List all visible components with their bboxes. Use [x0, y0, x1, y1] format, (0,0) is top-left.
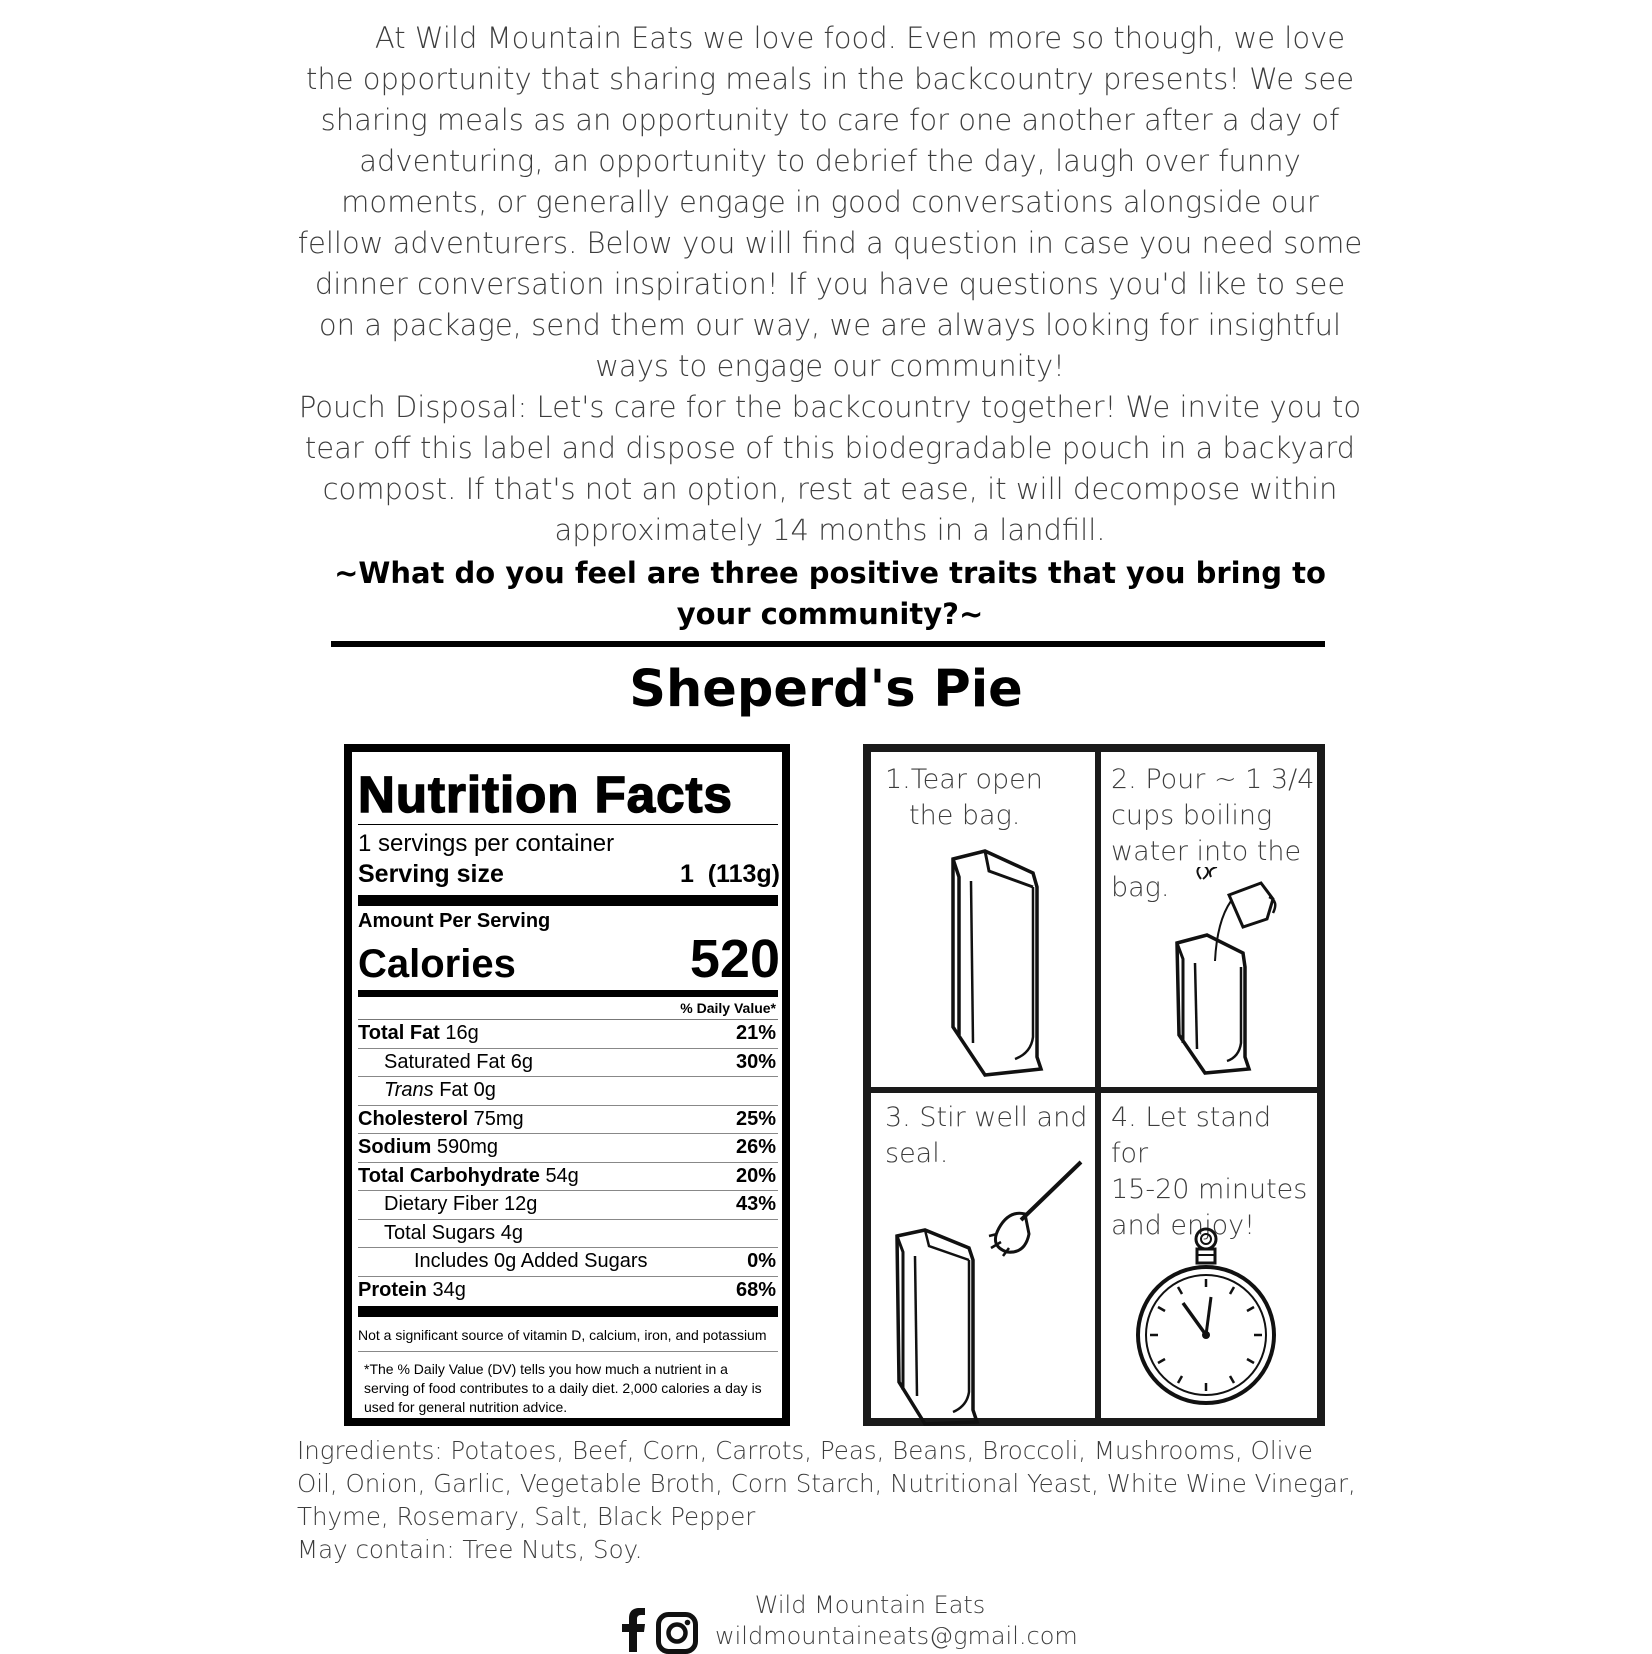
nutrient-row: [358, 1134, 778, 1163]
nutrient-row: [358, 1163, 778, 1192]
nutrient-amount: 4g: [500, 1221, 523, 1244]
divider: [358, 990, 778, 997]
step-text: bag.: [1111, 872, 1170, 903]
amount-per-serving: Amount Per Serving: [358, 910, 551, 932]
step-text: cups boiling: [1111, 800, 1273, 831]
divider: [358, 824, 778, 825]
nutrient-percent: 25%: [735, 1107, 776, 1130]
nutrient-row: [358, 1049, 778, 1078]
nutrient-percent: 43%: [735, 1193, 776, 1215]
conversation-question: ~What do you feel are three positive traits that you bring to your community?~: [334, 556, 1326, 631]
step-text: 15-20 minutes: [1111, 1174, 1308, 1205]
serving-size-label: Serving size: [358, 860, 504, 888]
pouch-icon: [891, 1226, 991, 1426]
ingredients-section: [297, 1434, 1357, 1566]
step-text: 2. Pour ~ 1 3/4: [1111, 764, 1315, 795]
vitamin-footnote: Not a significant source of vitamin D, calcium, iron, and potassium: [358, 1317, 778, 1352]
step-text: 3. Stir well and: [885, 1102, 1088, 1133]
nutrient-percent: 21%: [735, 1022, 776, 1044]
facebook-icon[interactable]: [620, 1608, 646, 1652]
nutrient-row: [358, 1077, 778, 1106]
step-text: and enjoy!: [1111, 1210, 1255, 1241]
nutrient-amount: 0g: [473, 1079, 496, 1101]
nutrition-heading: Nutrition Facts: [358, 766, 733, 823]
nutrient-label: Total Fat: [358, 1022, 440, 1044]
nutrient-row: [358, 1277, 778, 1305]
stopwatch-icon: [1131, 1225, 1281, 1420]
nutrient-label: Total Carbohydrate: [358, 1164, 540, 1187]
step-text: 4. Let stand for: [1111, 1102, 1272, 1169]
nutrient-percent: [776, 1220, 778, 1248]
serving-size-value: 1 (113g): [679, 860, 780, 888]
step-text: seal.: [885, 1138, 949, 1169]
nutrient-percent: 0%: [747, 1250, 776, 1272]
instagram-icon[interactable]: [656, 1612, 698, 1654]
brand-contact: [715, 1590, 1078, 1652]
nutrient-amount: 16g: [445, 1022, 479, 1044]
nutrient-percent: 26%: [735, 1136, 776, 1158]
calories-label: Calories: [358, 942, 516, 986]
step-3: [885, 1100, 1090, 1420]
nutrient-label: Protein: [358, 1278, 427, 1301]
nutrient-row: [358, 1106, 778, 1135]
nutrient-amount: 75mg: [473, 1107, 524, 1130]
divider: [871, 1087, 1317, 1093]
nutrient-amount: 590mg: [436, 1136, 499, 1158]
nutrient-percent: 20%: [735, 1164, 776, 1187]
intro-paragraph: At Wild Mountain Eats we love food. Even more so though, we love the opportunity that sharing meals in the backcountry presents! We see sharing meals as an opportunity to care for one another after a day of adventuring, an opportunity to debrief the day, laugh over funny moments, or generally engage in good conversations alongside our fellow adventurers. Below you will find a question in case you need some dinner conversation inspiration! If you have questions you'd like to see on a package, send them our way, we are always looking for insightful ways to engage our community!: [297, 21, 1363, 383]
pour-water-icon: [1171, 867, 1281, 1077]
divider: [358, 895, 778, 906]
calories-value: 520: [689, 929, 780, 989]
nutrient-label: Total Sugars: [384, 1221, 496, 1244]
nutrient-amount: 34g: [432, 1278, 466, 1301]
divider: [358, 1306, 778, 1317]
ingredients-list: Ingredients: Potatoes, Beef, Corn, Carrots, Peas, Beans, Broccoli, Mushrooms, Olive Oil, Onion, Garlic, Vegetable Broth, Corn Starch, Nutritional Yeast, White Wine Vinegar, Thyme, Rosemary, Salt, Black Pepper: [297, 1436, 1356, 1531]
nutrient-label: Includes 0g Added Sugars: [414, 1250, 648, 1272]
nutrient-label: Dietary Fiber: [384, 1193, 499, 1215]
nutrient-amount: 54g: [545, 1164, 579, 1187]
footer: [0, 1590, 1652, 1652]
nutrient-percent: [776, 1077, 778, 1105]
nutrient-row: [358, 1220, 778, 1249]
nutrient-percent: 68%: [735, 1278, 776, 1301]
step-text: 1.Tear open: [885, 764, 1043, 795]
step-text: water into the: [1111, 836, 1302, 867]
daily-value-header: % Daily Value*: [358, 997, 778, 1020]
pouch-disposal-paragraph: Pouch Disposal: Let's care for the backcountry together! We invite you to tear off this label and dispose of this biodegradable pouch in a backyard compost. If that's not an option, rest at ease, it will decompose within approximately 14 months in a landfill.: [298, 390, 1362, 547]
nutrient-label: Cholesterol: [358, 1107, 469, 1130]
nutrient-label: Trans: [384, 1079, 434, 1101]
serving-size-row: [358, 859, 782, 889]
preparation-steps: [863, 744, 1325, 1426]
calories-row: [358, 929, 782, 989]
step-text: the bag.: [909, 800, 1021, 831]
intro-text: [295, 18, 1365, 551]
step-1: [885, 762, 1090, 1082]
allergen-warning: May contain: Tree Nuts, Soy.: [297, 1535, 643, 1564]
spork-icon: [985, 1158, 1085, 1258]
brand-name: Wild Mountain Eats: [754, 1591, 986, 1619]
servings-per-container: 1 servings per container: [358, 830, 615, 857]
product-title: Sheperd's Pie: [629, 660, 1023, 719]
daily-value-footnote: *The % Daily Value (DV) tells you how much a nutrient in a serving of food contributes to a daily diet. 2,000 calories a day is used for general nutrition advice.: [364, 1361, 762, 1415]
nutrient-label: Sodium: [358, 1136, 432, 1158]
nutrient-percent: 30%: [735, 1050, 776, 1073]
divider: [331, 641, 1325, 647]
contact-email[interactable]: wildmountaineats@gmail.com: [715, 1622, 1078, 1650]
nutrient-row: [358, 1020, 778, 1049]
step-2: [1111, 762, 1316, 1082]
nutrition-facts-panel: [344, 744, 790, 1426]
nutrient-label-suffix: Fat: [439, 1079, 469, 1101]
step-4: [1111, 1100, 1316, 1420]
nutrient-amount: 6g: [510, 1050, 533, 1073]
nutrient-amount: 12g: [504, 1193, 538, 1215]
nutrient-label: Saturated Fat: [384, 1050, 506, 1073]
divider: [1095, 752, 1101, 1418]
nutrient-row: [358, 1191, 778, 1220]
nutrient-row: [358, 1248, 778, 1277]
pouch-icon: [945, 847, 1055, 1077]
